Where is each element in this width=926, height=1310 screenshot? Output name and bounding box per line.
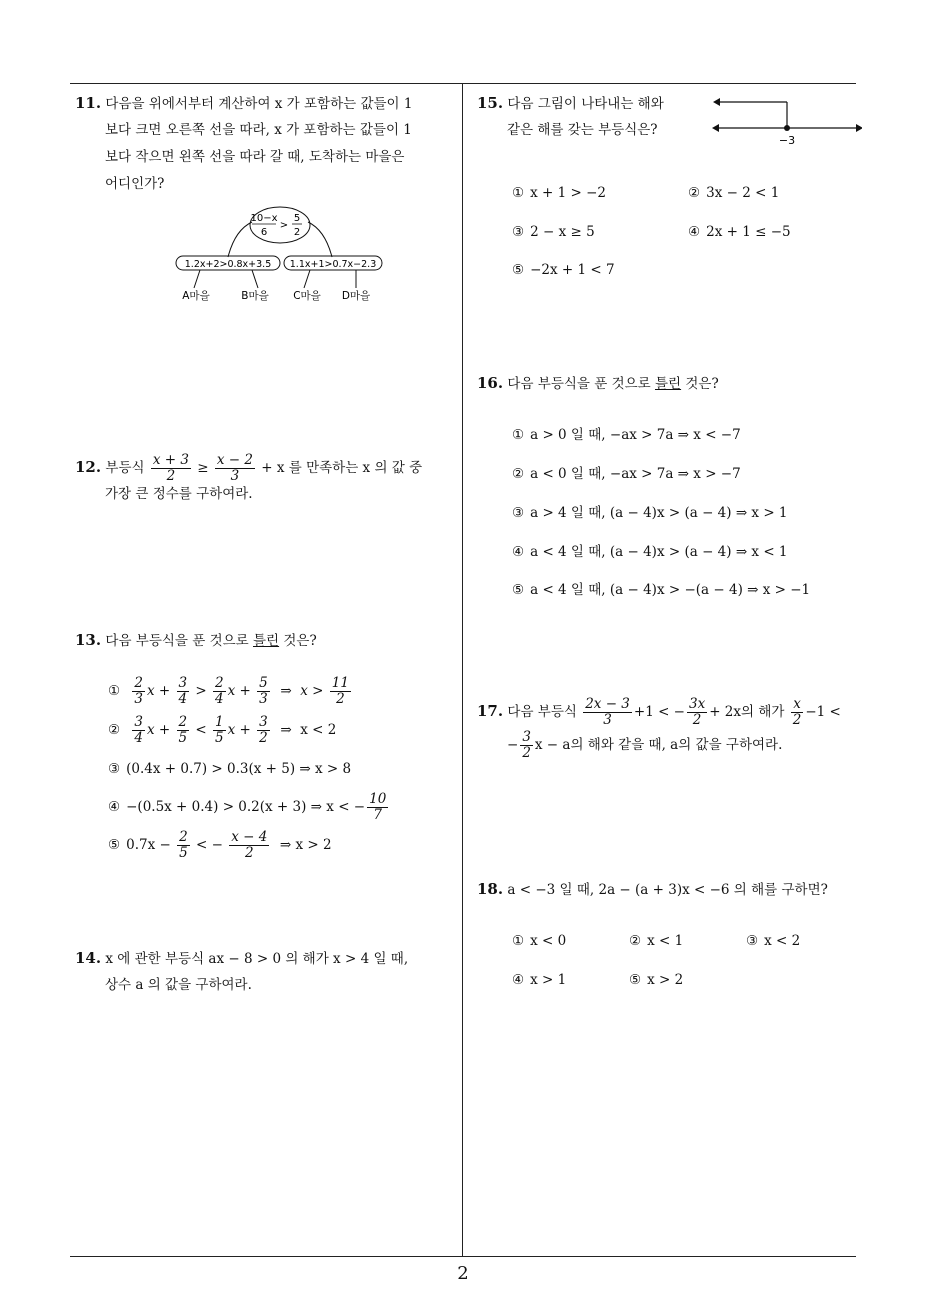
q11-flow-diagram: [170, 200, 395, 305]
q11-top-den: 6: [260, 227, 268, 238]
q12-fraction-1: $\frac{x + 3}{2}$: [152, 452, 189, 484]
q15-option-5[interactable]: ⑤ −2x + 1 < 7: [512, 262, 615, 278]
q11-line-1: 다음을 위에서부터 계산하여 x 가 포함하는 값들이 1: [105, 96, 413, 112]
q18-stem: a < −3 일 때, 2a − (a + 3)x < −6 의 해를 구하면?: [507, 882, 828, 898]
q13-option-2[interactable]: ② $\frac{3}{4}$ x + $\frac{2}{5}$ < $\frac{1}{5}$ x + $\frac{3}{2}$ ⇒ x < 2: [108, 714, 337, 746]
q16-stem-pre: 다음 부등식을 푼 것으로: [507, 376, 655, 392]
q11-line-3: 보다 작으면 왼쪽 선을 따라 갈 때, 도착하는 마을은: [105, 149, 405, 165]
q11-left-node: 1.2x+2>0.8x+3.5: [184, 259, 272, 270]
q15-line-2: 같은 해를 갖는 부등식은?: [507, 122, 658, 138]
q15-option-2[interactable]: ② 3x − 2 < 1: [688, 185, 780, 201]
q11-right-node: 1.1x+1>0.7x−2.3: [289, 259, 377, 270]
q17-number: 17.: [477, 702, 504, 720]
q18-option-3[interactable]: ③ x < 2: [746, 933, 801, 949]
q11-village-c: C마을: [293, 290, 321, 302]
q14-line-2: 상수 a 의 값을 구하여라.: [105, 977, 252, 993]
q16-option-2[interactable]: ② a < 0 일 때, −ax > 7a ⇒ x > −7: [512, 466, 741, 482]
q11-top-rel: >: [279, 220, 289, 231]
q15-number-line: [712, 92, 862, 150]
q13-option-3[interactable]: ③ (0.4x + 0.7) > 0.3(x + 5) ⇒ x > 8: [108, 761, 352, 777]
q15-option-1[interactable]: ① x + 1 > −2: [512, 185, 607, 201]
q15-number: 15.: [477, 94, 504, 112]
q18-option-2[interactable]: ② x < 1: [629, 933, 684, 949]
q16-option-5[interactable]: ⑤ a < 4 일 때, (a − 4)x > −(a − 4) ⇒ x > −1: [512, 582, 811, 598]
q13-stem-underline: 틀린: [252, 633, 280, 649]
q12-prefix: 부등식: [105, 460, 145, 476]
q12-tail: + x 를 만족하는 x 의 값 중: [261, 460, 423, 476]
q12-number: 12.: [75, 458, 102, 476]
q14-number: 14.: [75, 949, 102, 967]
q14-line-1: x 에 관한 부등식 ax − 8 > 0 의 해가 x > 4 일 때,: [105, 951, 409, 967]
q13-option-4[interactable]: ④ −(0.5x + 0.4) > 0.2(x + 3) ⇒ x < − $\frac{10}{7}$: [108, 791, 387, 823]
q13-option-5[interactable]: ⑤ 0.7x − $\frac{2}{5}$ < − $\frac{x - 4}{2}$ ⇒ x > 2: [108, 829, 332, 861]
q11-top-rhs-num: 5: [293, 213, 301, 224]
q13-number: 13.: [75, 631, 102, 649]
column-divider: [462, 83, 463, 1256]
q16-stem-post: 것은?: [681, 376, 719, 392]
top-rule: [70, 83, 856, 84]
q15-option-3[interactable]: ③ 2 − x ≥ 5: [512, 224, 595, 240]
q13-stem-pre: 다음 부등식을 푼 것으로: [105, 633, 253, 649]
q16-option-1[interactable]: ① a > 0 일 때, −ax > 7a ⇒ x < −7: [512, 427, 741, 443]
q11-village-d: D마을: [341, 290, 371, 302]
q16-stem-underline: 틀린: [654, 376, 682, 392]
q11-top-rhs-den: 2: [293, 227, 301, 238]
q12-line-2: 가장 큰 정수를 구하여라.: [105, 486, 253, 502]
q18-option-4[interactable]: ④ x > 1: [512, 972, 567, 988]
q18-option-1[interactable]: ① x < 0: [512, 933, 567, 949]
q18-option-5[interactable]: ⑤ x > 2: [629, 972, 684, 988]
q11-top-num: 10−x: [250, 213, 278, 224]
q15-numberline-label: −3: [778, 134, 796, 147]
q11-village-b: B마을: [241, 290, 269, 302]
q12-fraction-2: $\frac{x - 2}{3}$: [216, 452, 253, 484]
q16-option-4[interactable]: ④ a < 4 일 때, (a − 4)x > (a − 4) ⇒ x < 1: [512, 544, 788, 560]
bottom-rule: [70, 1256, 856, 1257]
q11-line-4: 어디인가?: [105, 176, 165, 192]
q11-line-2: 보다 크면 오른쪽 선을 따라, x 가 포함하는 값들이 1: [105, 122, 412, 138]
q18-number: 18.: [477, 880, 504, 898]
q15-line-1: 다음 그림이 나타내는 해와: [507, 96, 664, 112]
q16-option-3[interactable]: ③ a > 4 일 때, (a − 4)x > (a − 4) ⇒ x > 1: [512, 505, 788, 521]
q12-relation: ≥: [197, 460, 209, 476]
q16-number: 16.: [477, 374, 504, 392]
q11-top-node: [250, 213, 302, 238]
q11-village-a: A마을: [182, 290, 210, 302]
page-number: 2: [457, 1263, 469, 1284]
q11-number: 11.: [75, 94, 102, 112]
q13-stem-post: 것은?: [279, 633, 317, 649]
q13-option-1[interactable]: ① $\frac{2}{3}$ x + $\frac{3}{4}$ > $\frac{2}{4}$ x + $\frac{5}{3}$ ⇒ x > $\frac{11}{2}$: [108, 675, 349, 707]
q15-option-4[interactable]: ④ 2x + 1 ≤ −5: [688, 224, 791, 240]
